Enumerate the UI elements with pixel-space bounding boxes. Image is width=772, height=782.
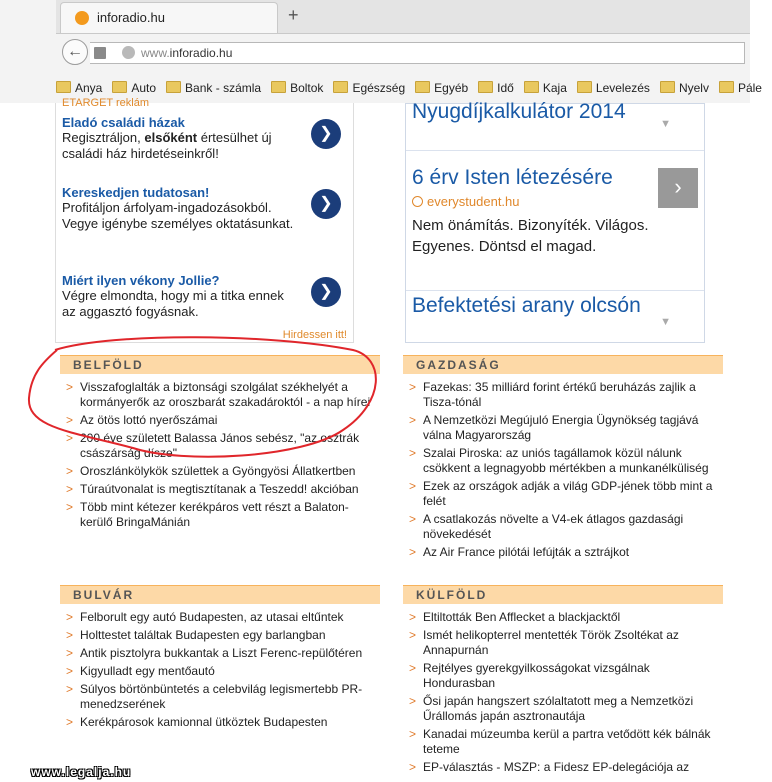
ad-block-gold[interactable] xyxy=(412,294,699,328)
bullet-chevron-icon: > xyxy=(66,682,74,696)
news-item[interactable] xyxy=(60,482,380,497)
browser-tab[interactable] xyxy=(60,2,278,33)
advertise-here-link[interactable]: Hirdessen itt! xyxy=(282,329,347,341)
news-item-link[interactable]: Holttestet találtak Budapesten egy barlangban xyxy=(80,628,326,642)
news-item-link[interactable]: A Nemzetközi Megújuló Energia Ügynökség tagjává válna Magyarország xyxy=(423,413,699,442)
ad-title[interactable]: 6 érv Isten létezésére xyxy=(412,166,613,189)
divider xyxy=(406,290,704,291)
bookmark-label: Bank - számla xyxy=(185,81,262,95)
bullet-chevron-icon: > xyxy=(409,727,417,741)
news-item[interactable] xyxy=(403,760,723,775)
news-item[interactable] xyxy=(60,682,380,712)
news-item[interactable] xyxy=(403,628,723,658)
section-belfold xyxy=(60,355,380,533)
ad-item[interactable] xyxy=(62,273,347,320)
ad-title[interactable]: Eladó családi házak xyxy=(62,115,185,130)
news-item-link[interactable]: Kerékpárosok kamionnal ütköztek Budapesten xyxy=(80,715,328,729)
bookmark-item[interactable] xyxy=(166,78,261,98)
chevron-down-icon: ▼ xyxy=(660,118,671,130)
news-item-link[interactable]: Az Air France pilótái lefújták a sztrájkot xyxy=(423,545,630,559)
chevron-right-icon[interactable]: ❯ xyxy=(311,189,341,219)
ad-title[interactable]: Miért ilyen vékony Jollie? xyxy=(62,273,220,288)
chevron-right-icon[interactable]: ❯ xyxy=(311,119,341,149)
news-item-link[interactable]: Kanadai múzeumba kerül a partra vetődött kék bálnák teteme xyxy=(423,727,711,756)
news-item-link[interactable]: Visszafoglalták a biztonsági szolgálat székhelyét a kormányerők az oroszbarát szakadároktól - a nap hírei xyxy=(80,380,371,409)
ad-block-god[interactable] xyxy=(412,166,699,257)
bookmark-label: Egyéb xyxy=(434,81,469,95)
bookmark-item[interactable] xyxy=(577,78,650,98)
globe-icon xyxy=(122,46,135,59)
news-item-link[interactable]: EP-választás - MSZP: a Fidesz EP-delegációja az xyxy=(423,760,690,774)
ad-text xyxy=(62,130,296,162)
folder-icon xyxy=(112,81,127,93)
bookmark-item[interactable] xyxy=(660,78,709,98)
bookmark-label: Nyelv xyxy=(678,81,709,95)
bullet-chevron-icon: > xyxy=(409,628,417,642)
bullet-chevron-icon: > xyxy=(409,413,417,427)
bullet-chevron-icon: > xyxy=(409,545,417,559)
ad-source-text: everystudent.hu xyxy=(427,194,520,209)
news-list xyxy=(60,610,380,730)
chevron-right-icon[interactable]: ❯ xyxy=(311,277,341,307)
url-text xyxy=(141,46,232,60)
ad-text: Profitáljon árfolyam-ingadozásokból. Vegye igénybe személyes oktatásunkat. xyxy=(62,200,294,231)
bullet-chevron-icon: > xyxy=(66,646,74,660)
news-item[interactable] xyxy=(60,664,380,679)
bookmark-item[interactable] xyxy=(333,78,405,98)
url-prefix: www. xyxy=(141,46,170,60)
bookmarks-bar xyxy=(56,78,762,100)
apps-grid-icon[interactable] xyxy=(94,47,106,59)
bookmark-item[interactable] xyxy=(524,78,567,98)
news-item[interactable] xyxy=(60,610,380,625)
bullet-chevron-icon: > xyxy=(66,610,74,624)
bookmark-item[interactable] xyxy=(478,78,514,98)
news-list xyxy=(403,380,723,560)
ad-block-pension[interactable] xyxy=(412,100,699,130)
bullet-chevron-icon: > xyxy=(409,380,417,394)
url-bar[interactable] xyxy=(90,42,745,64)
bookmark-item[interactable] xyxy=(271,78,323,98)
ad-title[interactable]: Kereskedjen tudatosan! xyxy=(62,185,210,200)
ad-text: Végre elmondta, hogy mi a titka ennek az aggasztó fogyásnak. xyxy=(62,288,284,319)
news-item[interactable] xyxy=(60,628,380,643)
news-item-link[interactable]: Túraútvonalat is megtisztítanak a Teszedd! akcióban xyxy=(80,482,359,496)
ad-description: Nem önámítás. Bizonyíték. Világos. Egyenes. Döntsd el magad. xyxy=(412,217,649,255)
news-item[interactable] xyxy=(60,500,380,530)
section-title[interactable]: BELFÖLD xyxy=(60,355,380,374)
bullet-chevron-icon: > xyxy=(409,446,417,460)
news-item[interactable] xyxy=(60,380,380,410)
folder-icon xyxy=(333,81,348,93)
news-item[interactable] xyxy=(403,446,723,476)
favicon-icon xyxy=(75,11,89,25)
left-ad-box xyxy=(55,97,354,343)
news-list xyxy=(403,610,723,775)
folder-icon xyxy=(524,81,539,93)
bullet-chevron-icon: > xyxy=(66,628,74,642)
folder-icon xyxy=(478,81,493,93)
news-item-link[interactable]: 200 éve született Balassa János sebész, "az osztrák császárság dísze" xyxy=(80,431,360,460)
new-tab-button[interactable]: + xyxy=(288,5,299,25)
folder-icon xyxy=(166,81,181,93)
bookmark-label: Pále xyxy=(737,81,762,95)
news-item[interactable] xyxy=(403,479,723,509)
bookmark-item[interactable] xyxy=(415,78,468,98)
ad-text-bold: elsőként xyxy=(144,130,198,145)
news-item-link[interactable]: Az ötös lottó nyerőszámai xyxy=(80,413,218,427)
navigation-bar xyxy=(56,34,750,72)
browser-chrome xyxy=(0,0,762,103)
back-arrow-icon: ← xyxy=(67,43,83,60)
bookmark-item[interactable] xyxy=(719,78,762,98)
news-item[interactable] xyxy=(403,413,723,443)
ad-item[interactable] xyxy=(62,115,347,162)
bullet-chevron-icon: > xyxy=(409,512,417,526)
chevron-right-icon[interactable]: › xyxy=(658,168,698,208)
bullet-chevron-icon: > xyxy=(66,380,74,394)
news-item[interactable] xyxy=(60,413,380,428)
bookmark-label: Boltok xyxy=(290,81,324,95)
page-content xyxy=(55,97,750,782)
ad-text-part: Regisztráljon, xyxy=(62,130,145,145)
news-item-link[interactable]: Ezek az országok adják a világ GDP-jének több mint a felét xyxy=(423,479,713,508)
section-title[interactable]: KÜLFÖLD xyxy=(403,585,723,604)
news-item[interactable] xyxy=(60,464,380,479)
news-item-link[interactable]: Felborult egy autó Budapesten, az utasai eltűntek xyxy=(80,610,344,624)
bullet-chevron-icon: > xyxy=(66,500,74,514)
news-item-link[interactable]: Rejtélyes gyerekgyilkosságokat vizsgálnak Hondurasban xyxy=(423,661,650,690)
back-button[interactable] xyxy=(62,39,88,65)
bullet-chevron-icon: > xyxy=(66,482,74,496)
news-item-link[interactable]: A csatlakozás növelte a V4-ek átlagos gazdasági növekedését xyxy=(423,512,684,541)
bullet-chevron-icon: > xyxy=(66,431,74,445)
news-item[interactable] xyxy=(403,380,723,410)
news-item-link[interactable]: Kigyulladt egy mentőautó xyxy=(80,664,215,678)
news-item[interactable] xyxy=(60,431,380,461)
news-item-link[interactable]: Fazekas: 35 milliárd forint értékű beruházás zajlik a Tisza-tónál xyxy=(423,380,696,409)
folder-icon xyxy=(56,81,71,93)
folder-icon xyxy=(660,81,675,93)
bookmark-item[interactable] xyxy=(112,78,156,98)
news-item[interactable] xyxy=(403,512,723,542)
news-item[interactable] xyxy=(403,610,723,625)
ad-title[interactable]: Nyugdíjkalkulátor 2014 xyxy=(412,100,626,123)
watermark-text: www.legalja.hu xyxy=(31,765,132,779)
news-item-link[interactable]: Antik pisztolyra bukkantak a Liszt Ferenc-repülőtéren xyxy=(80,646,363,660)
ad-title[interactable]: Befektetési arany olcsón xyxy=(412,294,641,317)
bookmark-item[interactable] xyxy=(56,78,102,98)
section-bulvar xyxy=(60,585,380,733)
bullet-chevron-icon: > xyxy=(409,610,417,624)
url-domain: inforadio.hu xyxy=(169,46,233,60)
bookmark-label: Egészség xyxy=(352,81,406,95)
bullet-chevron-icon: > xyxy=(409,694,417,708)
bookmark-label: Levelezés xyxy=(595,81,650,95)
bookmark-label: Anya xyxy=(75,81,103,95)
section-title[interactable]: BULVÁR xyxy=(60,585,380,604)
bullet-chevron-icon: > xyxy=(66,413,74,427)
chevron-down-icon: ▼ xyxy=(660,316,671,328)
news-item[interactable] xyxy=(403,545,723,560)
news-item-link[interactable]: Ismét helikopterrel mentették Török Zsoltékat az Annapurnán xyxy=(423,628,679,657)
news-item-link[interactable]: Ősi japán hangszert szólaltatott meg a Nemzetközi Űrállomás japán asztronautája xyxy=(423,694,694,723)
folder-icon xyxy=(719,81,734,93)
right-ad-box xyxy=(405,100,705,343)
news-list xyxy=(60,380,380,530)
news-item[interactable] xyxy=(60,646,380,661)
bullet-chevron-icon: > xyxy=(409,479,417,493)
news-item[interactable] xyxy=(403,727,723,757)
news-item[interactable] xyxy=(403,661,723,691)
folder-icon xyxy=(415,81,430,93)
ad-tag: ETARGET reklám xyxy=(62,97,149,109)
bullet-chevron-icon: > xyxy=(409,760,417,774)
bookmark-label: Idő xyxy=(497,81,514,95)
tab-strip xyxy=(56,0,750,34)
news-item-link[interactable]: Eltiltották Ben Afflecket a blackjacktől xyxy=(423,610,621,624)
section-title[interactable]: GAZDASÁG xyxy=(403,355,723,374)
bullet-chevron-icon: > xyxy=(66,664,74,678)
globe-icon xyxy=(412,196,423,207)
ad-source xyxy=(412,194,699,209)
bullet-chevron-icon: > xyxy=(409,661,417,675)
bookmark-label: Kaja xyxy=(542,81,567,95)
news-item-link[interactable]: Oroszlánkölykök születtek a Gyöngyösi Állatkertben xyxy=(80,464,356,478)
news-item[interactable] xyxy=(403,694,723,724)
news-item-link[interactable]: Szalai Piroska: az uniós tagállamok közül nálunk csökkent a legnagyobb mértékben a munkanélküliség xyxy=(423,446,709,475)
folder-icon xyxy=(577,81,592,93)
divider xyxy=(406,150,704,151)
tab-title: inforadio.hu xyxy=(97,10,165,25)
news-item-link[interactable]: Több mint kétezer kerékpáros vett részt a Balaton-kerülő BringaMánián xyxy=(80,500,349,529)
section-kulfold xyxy=(403,585,723,778)
bullet-chevron-icon: > xyxy=(66,464,74,478)
bookmark-label: Auto xyxy=(131,81,157,95)
news-item[interactable] xyxy=(60,715,380,730)
section-gazdasag xyxy=(403,355,723,563)
folder-icon xyxy=(271,81,286,93)
news-item-link[interactable]: Súlyos börtönbüntetés a celebvilág legismertebb PR-menedzserének xyxy=(80,682,363,711)
ad-text-part: értesülhet új családi ház hirdetéseinkről! xyxy=(62,130,272,161)
bullet-chevron-icon: > xyxy=(66,715,74,729)
ad-item[interactable] xyxy=(62,185,347,232)
